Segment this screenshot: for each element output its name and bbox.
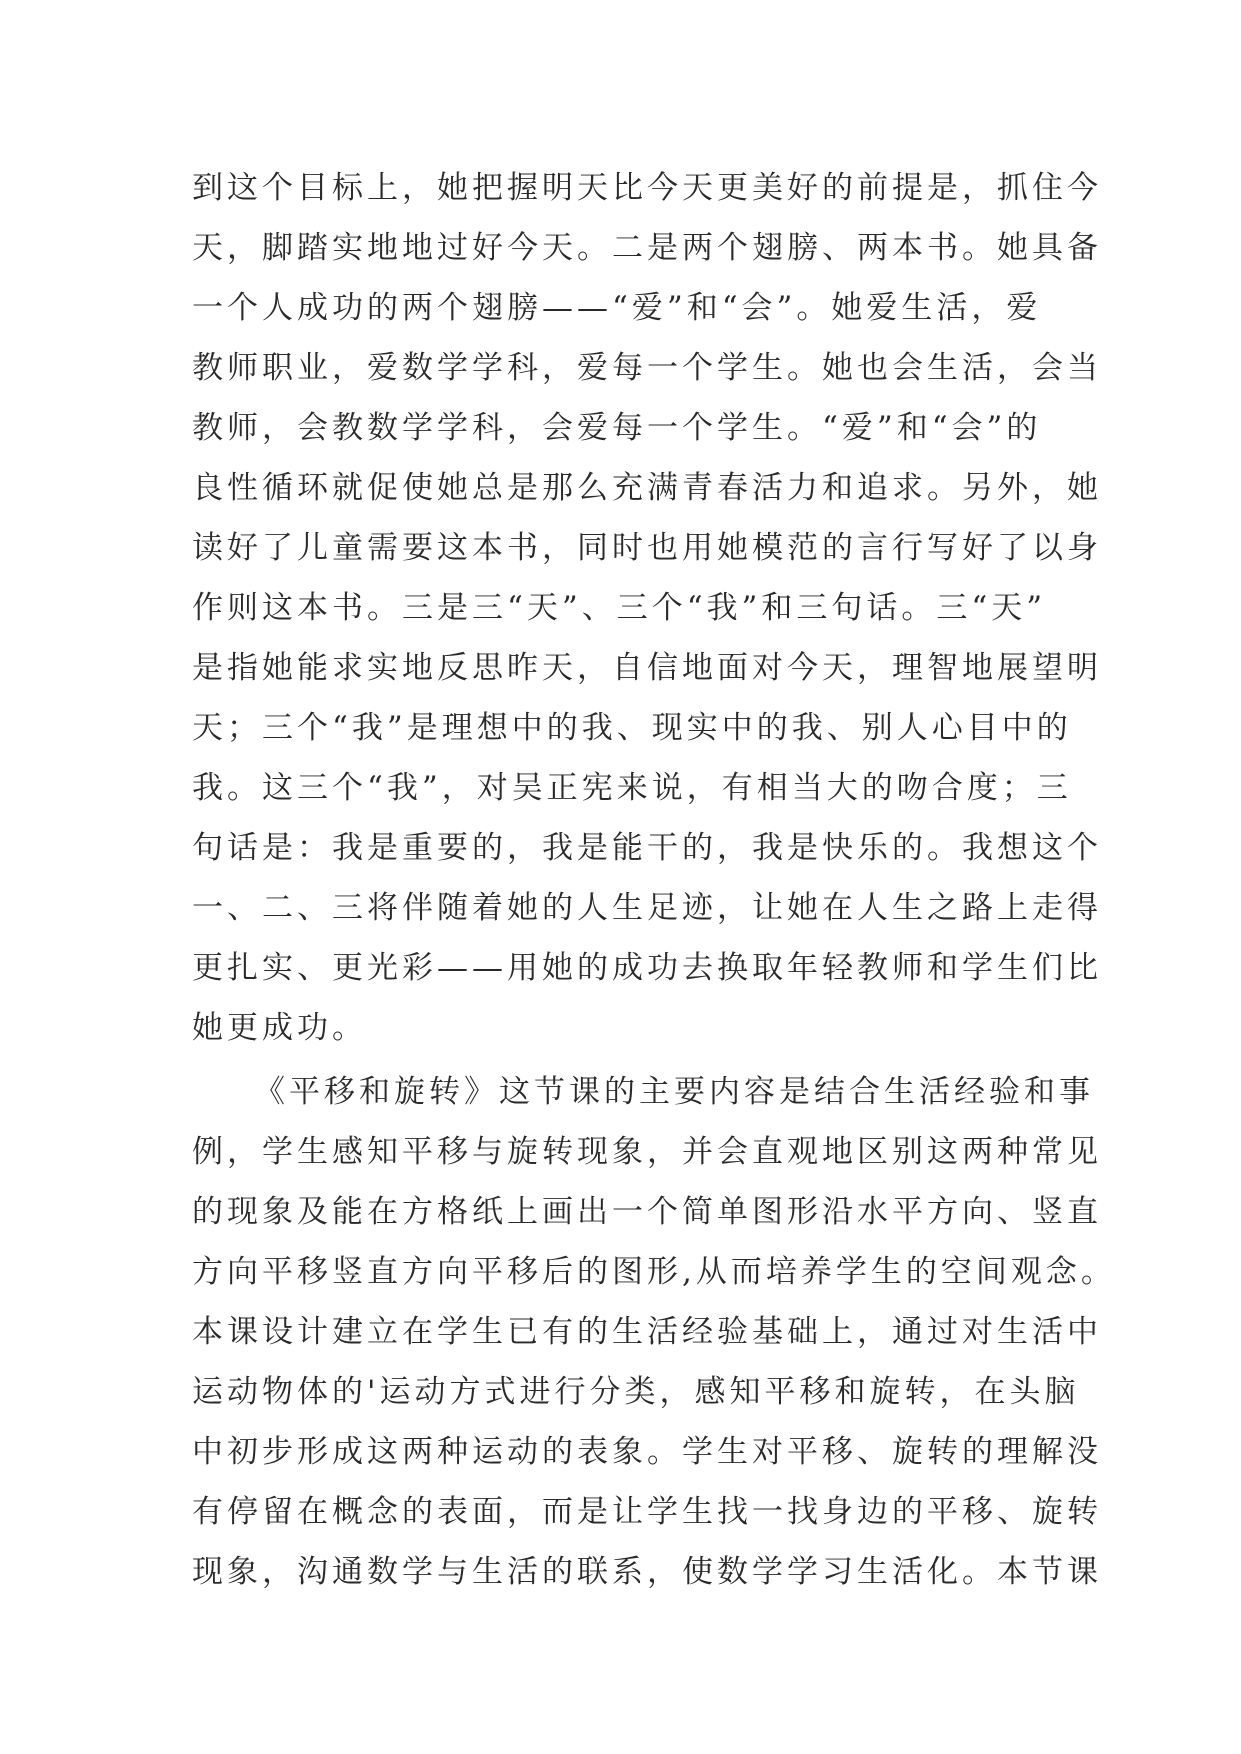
text-line: 中初步形成这两种运动的表象。学生对平移、旋转的理解没 <box>192 1434 1102 1470</box>
text-line: 本课设计建立在学生已有的生活经验基础上，通过对生活中 <box>192 1314 1102 1350</box>
text-line: 的现象及能在方格纸上画出一个简单图形沿水平方向、竖直 <box>192 1194 1102 1230</box>
text-line: 良性循环就促使她总是那么充满青春活力和追求。另外，她 <box>192 470 1102 506</box>
text-line: 到这个目标上，她把握明天比今天更美好的前提是，抓住今 <box>192 170 1102 206</box>
paragraph-1 <box>192 158 1102 1058</box>
body-text <box>192 158 1116 1602</box>
text-line: 运动物体的'运动方式进行分类，感知平移和旋转，在头脑 <box>192 1374 1080 1410</box>
text-line: 例，学生感知平移与旋转现象，并会直观地区别这两种常见 <box>192 1134 1102 1170</box>
text-line: 天，脚踏实地地过好今天。二是两个翅膀、两本书。她具备 <box>192 230 1102 266</box>
text-line: 作则这本书。三是三“天”、三个“我”和三句话。三“天” <box>192 590 1047 626</box>
text-line: 一个人成功的两个翅膀——“爱”和“会”。她爱生活，爱 <box>192 290 1042 326</box>
text-line: 有停留在概念的表面，而是让学生找一找身边的平移、旋转 <box>192 1494 1102 1530</box>
text-line: 现象，沟通数学与生活的联系，使数学学习生活化。本节课 <box>192 1554 1102 1590</box>
text-line: 一、二、三将伴随着她的人生足迹，让她在人生之路上走得 <box>192 890 1102 926</box>
text-line: 更扎实、更光彩——用她的成功去换取年轻教师和学生们比 <box>192 950 1102 986</box>
text-line: 《平移和旋转》这节课的主要内容是结合生活经验和事 <box>254 1074 1094 1110</box>
text-line: 句话是：我是重要的，我是能干的，我是快乐的。我想这个 <box>192 830 1102 866</box>
text-line: 是指她能求实地反思昨天，自信地面对今天，理智地展望明 <box>192 650 1102 686</box>
text-line: 我。这三个“我”，对吴正宪来说，有相当大的吻合度；三 <box>192 770 1072 806</box>
paragraph-2 <box>192 1062 1116 1602</box>
text-line: 天；三个“我”是理想中的我、现实中的我、别人心目中的 <box>192 710 1072 746</box>
text-line: 读好了儿童需要这本书，同时也用她模范的言行写好了以身 <box>192 530 1102 566</box>
text-line: 她更成功。 <box>192 1010 367 1046</box>
text-line: 方向平移竖直方向平移后的图形,从而培养学生的空间观念。 <box>192 1254 1116 1290</box>
text-line: 教师职业，爱数学学科，爱每一个学生。她也会生活，会当 <box>192 350 1102 386</box>
text-line: 教师，会教数学学科，会爱每一个学生。“爱”和“会”的 <box>192 410 1042 446</box>
